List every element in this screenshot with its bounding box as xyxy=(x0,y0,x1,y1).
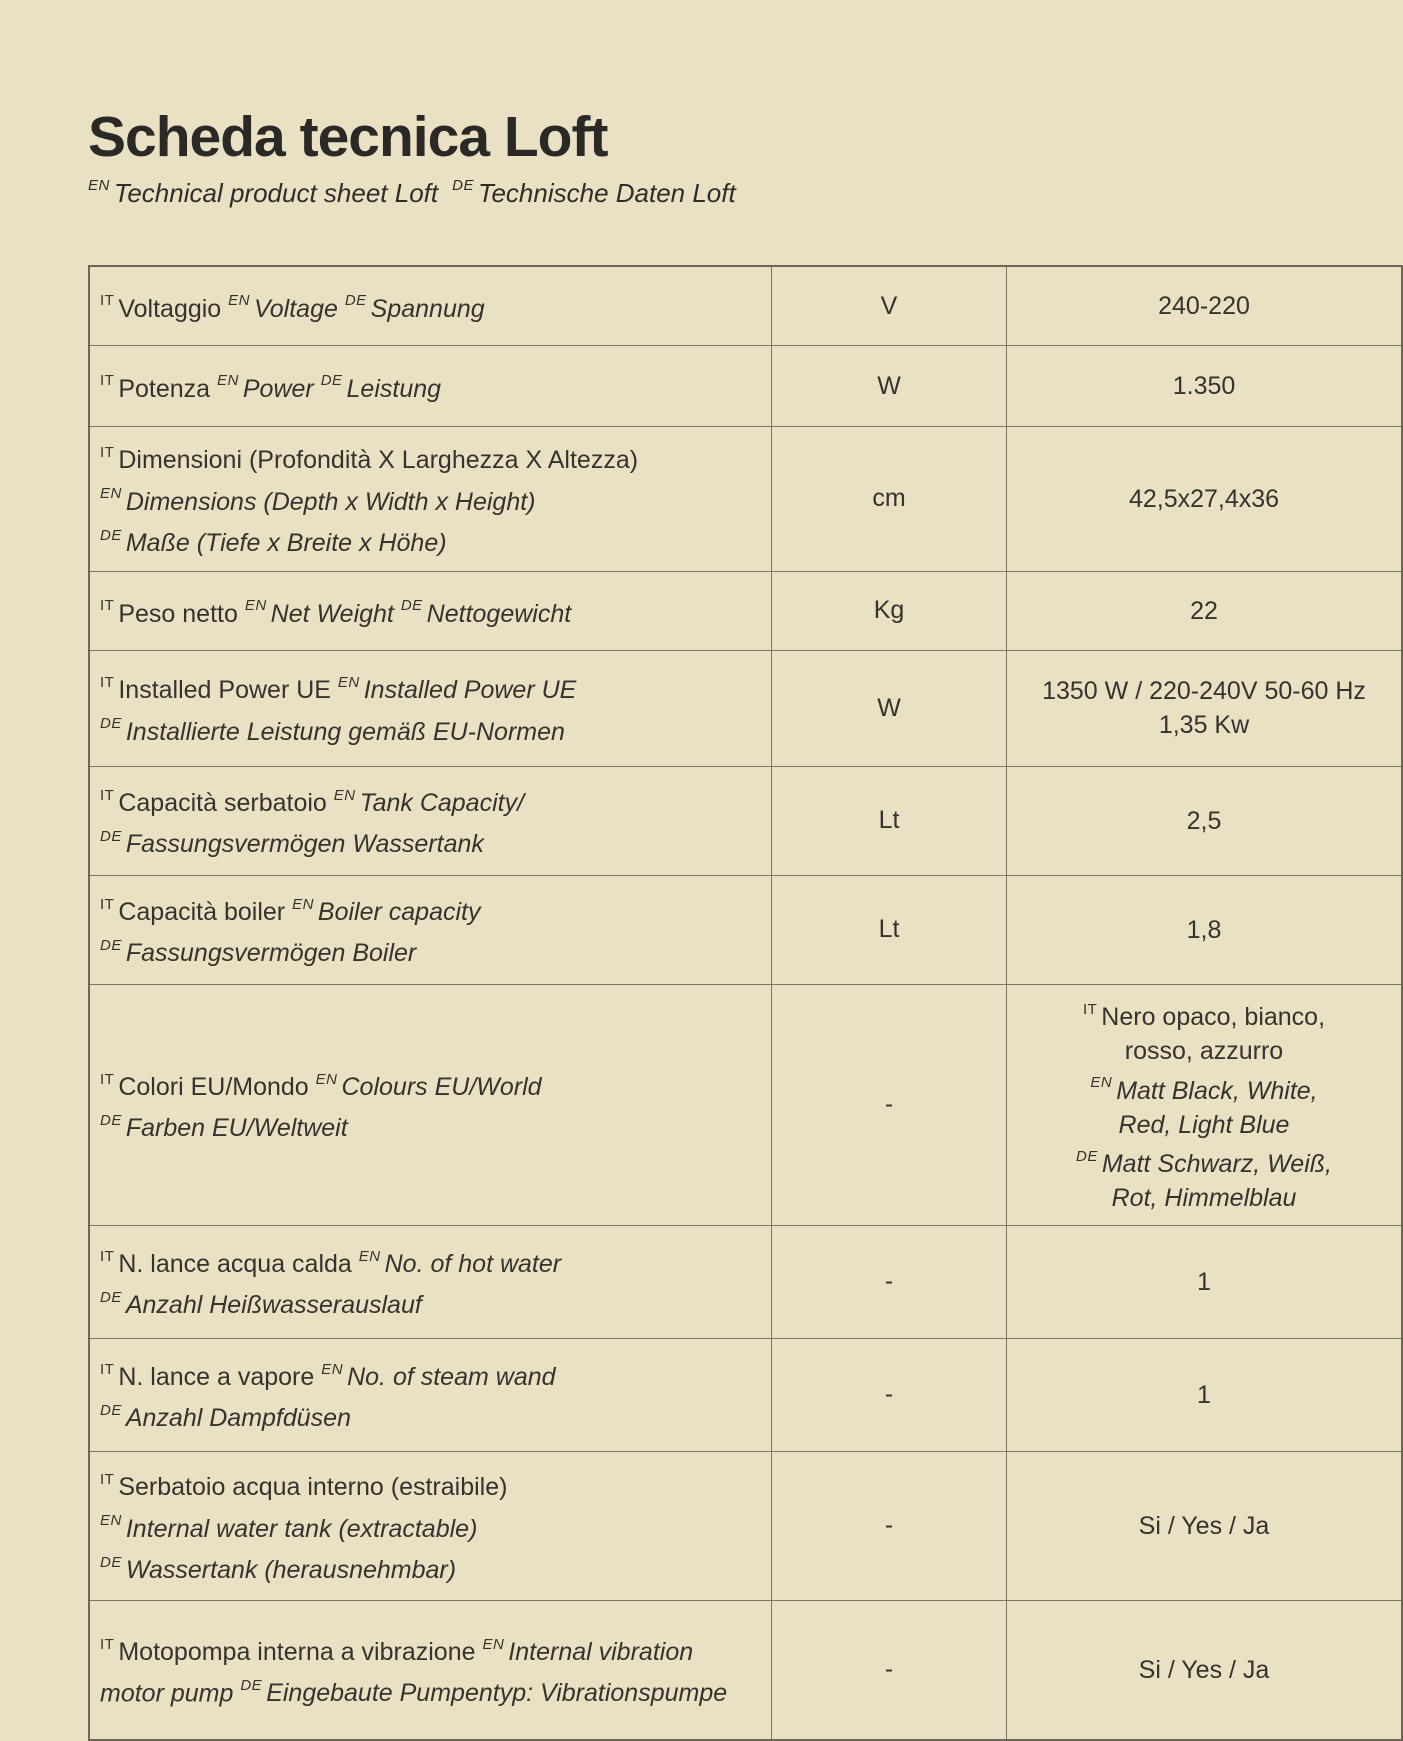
label-line xyxy=(100,1354,761,1395)
value-line xyxy=(1017,594,1391,628)
spec-value-cell xyxy=(1007,266,1403,346)
text-segment: $^{IT}$ Serbatoio acqua interno (estraibile) xyxy=(100,1470,508,1502)
language-tag: IT xyxy=(100,1247,115,1265)
language-tag: IT xyxy=(100,1635,115,1653)
language-tag: EN xyxy=(333,786,356,804)
label-line xyxy=(100,1547,761,1588)
spec-table-body xyxy=(89,266,1402,1740)
text-segment: $^{IT}$ Potenza xyxy=(100,372,218,403)
text-segment: $^{DE}$ Anzahl Heißwasserauslauf xyxy=(100,1288,422,1320)
value-line xyxy=(1017,708,1391,742)
text-segment: Rot, Himmelblau xyxy=(1111,1183,1297,1212)
language-tag: DE xyxy=(100,526,122,544)
language-tag: IT xyxy=(100,292,115,310)
text-segment: 1,35 Kw xyxy=(1158,711,1250,740)
spec-value-cell xyxy=(1007,650,1403,766)
text-segment: 2,5 xyxy=(1186,806,1222,835)
text-segment: Si / Yes / Ja xyxy=(1138,1511,1270,1540)
language-tag: DE xyxy=(344,292,367,310)
label-line xyxy=(100,437,761,478)
value-line xyxy=(1017,289,1391,323)
spec-value-cell xyxy=(1007,571,1403,650)
table-row xyxy=(89,1338,1402,1451)
spec-value-cell xyxy=(1007,1451,1403,1600)
text-segment: $^{EN}$ Dimensions (Depth x Width x Height) xyxy=(100,485,536,516)
label-line xyxy=(100,1464,761,1505)
text-segment: 1,8 xyxy=(1186,915,1222,944)
text-segment: rosso, azzurro xyxy=(1124,1037,1284,1066)
text-segment: $^{DE}$ Wassertank (herausnehmbar) xyxy=(100,1553,457,1584)
spec-unit-cell: W xyxy=(772,650,1007,766)
language-tag: DE xyxy=(400,597,423,615)
text-segment: $^{IT}$ Installed Power UE xyxy=(100,674,338,705)
table-row xyxy=(89,1451,1402,1600)
label-line xyxy=(100,708,761,749)
spec-unit-cell: W xyxy=(772,346,1007,427)
language-tag: DE xyxy=(1076,1147,1098,1165)
language-tag: DE xyxy=(100,936,122,954)
value-line xyxy=(1017,1108,1391,1142)
spec-label-cell xyxy=(89,1451,772,1600)
text-segment: $^{DE}$ Leistung xyxy=(320,372,442,403)
text-segment: $^{EN}$ Technical product sheet Loft xyxy=(88,177,439,208)
value-line xyxy=(1017,1068,1391,1107)
text-segment: $^{IT}$ Peso netto xyxy=(100,597,245,628)
text-segment: $^{EN}$ Power xyxy=(217,372,321,403)
language-tag: DE xyxy=(100,1553,122,1571)
text-segment: $^{EN}$ Matt Black, White, xyxy=(1090,1074,1318,1105)
text-segment: 22 xyxy=(1190,596,1218,625)
spec-unit-cell: V xyxy=(772,266,1007,346)
text-segment: Si / Yes / Ja xyxy=(1138,1655,1270,1684)
language-tag: IT xyxy=(100,786,115,804)
label-line xyxy=(100,1282,761,1323)
language-tag: IT xyxy=(100,372,115,390)
page-subtitle xyxy=(88,178,736,209)
spec-label-cell xyxy=(89,1600,772,1740)
spec-value-cell xyxy=(1007,1600,1403,1740)
language-tag: IT xyxy=(100,895,115,913)
language-tag: DE xyxy=(100,715,122,733)
table-row xyxy=(89,1225,1402,1338)
text-segment: Red, Light Blue xyxy=(1118,1110,1290,1139)
text-segment: $^{IT}$ Colori EU/Mondo xyxy=(100,1070,316,1101)
language-tag: EN xyxy=(100,1512,122,1530)
text-segment: $^{DE}$ Matt Schwarz, Weiß, xyxy=(1076,1147,1332,1178)
language-tag: EN xyxy=(217,372,239,390)
text-segment: $^{DE}$ Eingebaute Pumpentyp: Vibrationspumpe xyxy=(240,1676,728,1708)
language-tag: EN xyxy=(321,1360,344,1378)
language-tag: EN xyxy=(88,177,110,195)
value-line xyxy=(1017,674,1391,708)
language-tag: IT xyxy=(100,444,115,461)
spec-table xyxy=(88,265,1403,1741)
value-line xyxy=(1017,804,1391,838)
spec-unit-cell: - xyxy=(772,1451,1007,1600)
language-tag: IT xyxy=(100,1360,115,1378)
spec-value-cell xyxy=(1007,427,1403,572)
value-line xyxy=(1017,1653,1391,1687)
value-line xyxy=(1017,369,1391,403)
spec-value-cell xyxy=(1007,346,1403,427)
spec-label-cell xyxy=(89,875,772,984)
label-line xyxy=(100,1670,761,1711)
label-line xyxy=(100,821,761,862)
label-line xyxy=(100,1105,761,1146)
label-line xyxy=(100,520,761,561)
spec-value-cell xyxy=(1007,875,1403,984)
spec-label-cell xyxy=(89,346,772,427)
label-line xyxy=(100,365,761,406)
spec-label-cell xyxy=(89,1225,772,1338)
spec-unit-cell: - xyxy=(772,984,1007,1225)
language-tag: EN xyxy=(100,485,122,503)
spec-label-cell xyxy=(89,266,772,346)
value-line xyxy=(1017,913,1391,947)
language-tag: EN xyxy=(244,597,267,615)
label-line xyxy=(100,1395,761,1436)
label-line xyxy=(100,285,761,326)
table-row xyxy=(89,346,1402,427)
text-segment: $^{DE}$ Technische Daten Loft xyxy=(452,177,736,208)
spec-value-cell xyxy=(1007,1338,1403,1451)
language-tag: EN xyxy=(337,674,360,692)
language-tag: DE xyxy=(100,1288,122,1306)
spec-unit-cell: - xyxy=(772,1338,1007,1451)
label-line xyxy=(100,930,761,971)
table-row xyxy=(89,571,1402,650)
spec-label-cell xyxy=(89,766,772,875)
text-segment: $^{IT}$ Dimensioni (Profondità X Larghezza X Altezza) xyxy=(100,444,639,475)
value-line xyxy=(1017,1378,1391,1412)
table-row xyxy=(89,1600,1402,1740)
spec-unit-cell: - xyxy=(772,1225,1007,1338)
text-segment: 240-220 xyxy=(1158,292,1250,320)
spec-value-cell xyxy=(1007,984,1403,1225)
spec-label-cell xyxy=(89,571,772,650)
text-segment: $^{IT}$ Nero opaco, bianco, xyxy=(1082,1000,1326,1032)
value-line xyxy=(1017,1181,1391,1215)
value-line xyxy=(1017,1142,1391,1181)
text-segment: $^{IT}$ Capacità serbatoio xyxy=(100,786,334,817)
label-line xyxy=(100,1241,761,1282)
table-row xyxy=(89,875,1402,984)
label-line xyxy=(100,889,761,930)
language-tag: EN xyxy=(315,1070,338,1088)
text-segment: 1 xyxy=(1197,1267,1211,1296)
text-segment: $^{DE}$ Fassungsvermögen Wassertank xyxy=(100,827,484,859)
text-segment: $^{IT}$ N. lance a vapore xyxy=(100,1360,322,1391)
page-title: Scheda tecnica Loft xyxy=(88,105,608,169)
text-segment: $^{DE}$ Maße (Tiefe x Breite x Höhe) xyxy=(100,526,447,557)
text-segment: $^{IT}$ N. lance acqua calda xyxy=(100,1247,359,1278)
page-header xyxy=(88,105,736,209)
language-tag: EN xyxy=(228,292,251,310)
spec-unit-cell: cm xyxy=(772,427,1007,572)
text-segment: $^{EN}$ No. of steam wand xyxy=(321,1360,556,1391)
value-line xyxy=(1017,1034,1391,1068)
language-tag: DE xyxy=(100,1401,122,1419)
text-segment: $^{EN}$ Installed Power UE xyxy=(337,674,577,705)
text-segment: $^{EN}$ Boiler capacity xyxy=(292,895,481,926)
spec-value-cell xyxy=(1007,1225,1403,1338)
language-tag: EN xyxy=(292,895,314,913)
language-tag: DE xyxy=(452,177,474,195)
spec-unit-cell: - xyxy=(772,1600,1007,1740)
language-tag: DE xyxy=(100,1111,122,1129)
label-line xyxy=(100,590,761,631)
label-line xyxy=(100,1064,761,1105)
text-segment: 1 xyxy=(1197,1380,1211,1409)
language-tag: IT xyxy=(1082,1000,1098,1018)
language-tag: IT xyxy=(100,597,115,615)
text-segment: $^{DE}$ Installierte Leistung gemäß EU-Normen xyxy=(100,715,565,746)
text-segment: $^{DE}$ Farben EU/Weltweit xyxy=(100,1111,348,1143)
language-tag: EN xyxy=(1090,1074,1113,1092)
label-line xyxy=(100,478,761,519)
text-segment: $^{DE}$ Nettogewicht xyxy=(400,597,572,628)
text-segment: 42,5x27,4x36 xyxy=(1128,484,1280,513)
text-segment: $^{EN}$ Tank Capacity/ xyxy=(333,786,525,817)
spec-label-cell xyxy=(89,427,772,572)
text-segment: $^{EN}$ Voltage xyxy=(228,292,345,323)
language-tag: DE xyxy=(240,1676,263,1694)
text-segment: motor pump xyxy=(100,1679,241,1708)
spec-value-cell xyxy=(1007,766,1403,875)
value-line xyxy=(1017,1265,1391,1299)
text-segment: $^{EN}$ Internal water tank (extractable) xyxy=(100,1512,478,1543)
text-segment: $^{IT}$ Motopompa interna a vibrazione xyxy=(100,1635,483,1666)
text-segment: 1350 W / 220-240V 50-60 Hz xyxy=(1042,677,1366,706)
text-segment: $^{IT}$ Capacità boiler xyxy=(100,895,293,926)
language-tag: DE xyxy=(100,827,122,845)
spec-unit-cell: Kg xyxy=(772,571,1007,650)
text-segment: $^{DE}$ Anzahl Dampfdüsen xyxy=(100,1401,351,1433)
value-line xyxy=(1017,995,1391,1034)
table-row xyxy=(89,266,1402,346)
text-segment: $^{EN}$ No. of hot water xyxy=(358,1247,562,1278)
value-line xyxy=(1017,482,1391,516)
language-tag: IT xyxy=(100,1070,115,1088)
language-tag: DE xyxy=(320,372,343,390)
label-line xyxy=(100,1629,761,1670)
text-segment: $^{EN}$ Net Weight xyxy=(244,597,401,628)
text-segment: $^{EN}$ Internal vibration xyxy=(482,1635,694,1666)
language-tag: EN xyxy=(358,1247,381,1265)
text-segment: $^{DE}$ Fassungsvermögen Boiler xyxy=(100,936,417,968)
language-tag: IT xyxy=(100,674,115,692)
spec-unit-cell: Lt xyxy=(772,875,1007,984)
text-segment: $^{EN}$ Colours EU/World xyxy=(315,1070,542,1101)
table-row xyxy=(89,650,1402,766)
language-tag: EN xyxy=(482,1635,505,1653)
value-line xyxy=(1017,1509,1391,1543)
spec-label-cell xyxy=(89,1338,772,1451)
table-row xyxy=(89,427,1402,572)
text-segment: $^{IT}$ Voltaggio xyxy=(100,292,229,323)
table-row xyxy=(89,984,1402,1225)
spec-label-cell xyxy=(89,984,772,1225)
text-segment: 1.350 xyxy=(1172,372,1236,400)
language-tag: IT xyxy=(100,1470,115,1488)
spec-label-cell xyxy=(89,650,772,766)
label-line xyxy=(100,1505,761,1546)
text-segment: $^{DE}$ Spannung xyxy=(344,292,485,323)
spec-unit-cell: Lt xyxy=(772,766,1007,875)
label-line xyxy=(100,780,761,821)
table-row xyxy=(89,766,1402,875)
label-line xyxy=(100,667,761,708)
